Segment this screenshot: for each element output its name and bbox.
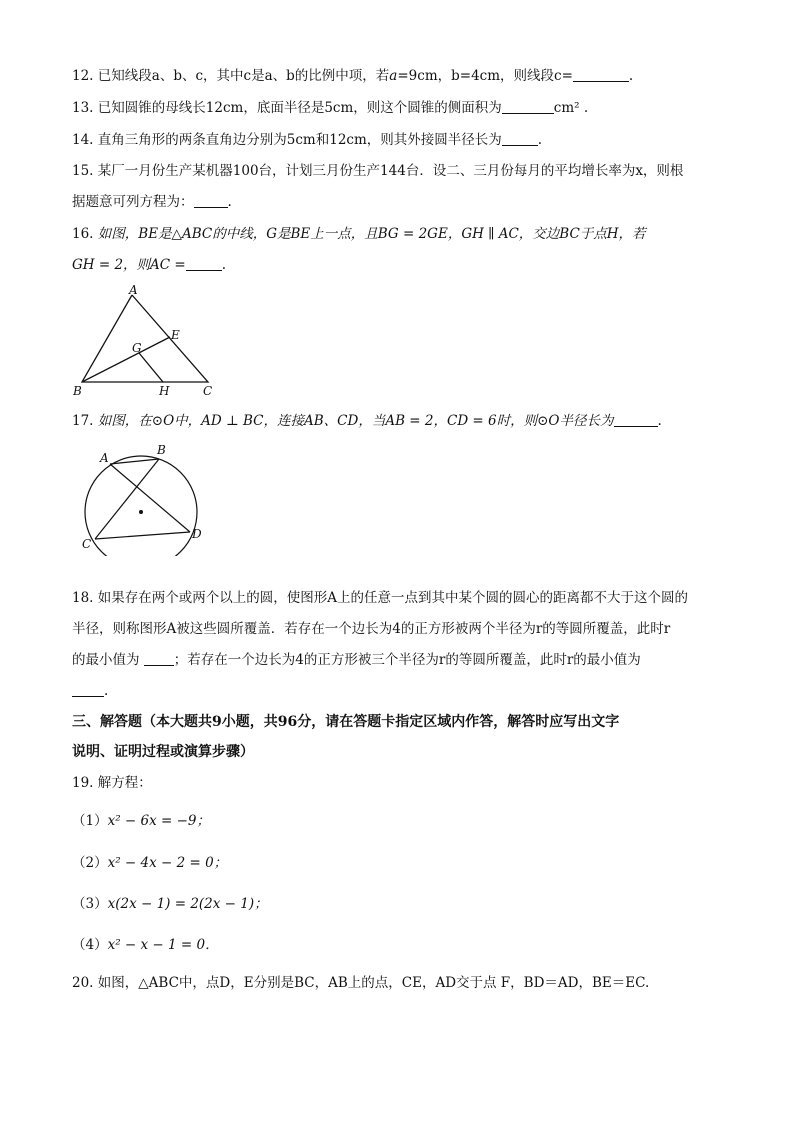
answer-blank[interactable]: [194, 193, 228, 208]
question-15-line-2: 据题意可列方程为： .: [72, 194, 232, 210]
question-18-line-2: 半径，则称图形A被这些圆所覆盖．若存在一个边长为4的正方形被两个半径为r的等圆所覆盖，此时r: [72, 621, 671, 637]
question-number: 18.: [72, 590, 94, 606]
answer-blank[interactable]: [502, 99, 554, 114]
answer-blank-1[interactable]: [144, 651, 174, 666]
question-number: 19.: [72, 775, 94, 791]
segment-bc: [95, 459, 159, 539]
question-number: 12.: [72, 68, 94, 84]
question-number: 15.: [72, 163, 94, 179]
segment-ad: [110, 464, 190, 532]
circle-figure: [78, 440, 208, 556]
question-19: 19. 解方程：: [72, 775, 152, 791]
segment-gh: [139, 353, 163, 382]
label-c: C: [82, 537, 92, 551]
label-a: A: [100, 451, 109, 465]
question-18-line-3: 的最小值为 ；若存在一个边长为4的正方形被三个半径为r的等圆所覆盖，此时r的最小值为: [72, 652, 641, 668]
label-g: G: [132, 341, 142, 355]
triangle-figure: [70, 282, 230, 402]
circle-o: [85, 456, 197, 556]
label-b: B: [73, 384, 82, 398]
center-point: [139, 510, 143, 514]
q19-item-4: （4）x² − x − 1 = 0．: [72, 937, 219, 953]
question-12: 12. 已知线段a、b、c，其中c是a、b的比例中项，若a=9cm，b=4cm，则线段c= .: [72, 68, 634, 84]
label-c: C: [203, 384, 213, 398]
answer-blank[interactable]: [502, 131, 538, 146]
question-number: 16.: [72, 226, 94, 242]
answer-blank[interactable]: [573, 67, 629, 82]
label-e: E: [171, 328, 180, 342]
answer-blank[interactable]: [186, 256, 222, 271]
section-heading-line-2: 说明、证明过程或演算步骤）: [72, 744, 254, 760]
question-15: 15. 某厂一月份生产某机器100台，计划三月份生产144台．设二、三月份每月的平均增长率为x，则根: [72, 163, 684, 179]
question-number: 13.: [72, 100, 94, 116]
question-20: 20. 如图，△ABC中，点D，E分别是BC，AB上的点，CE，AD交于点 F，BD＝AD，BE＝EC.: [72, 975, 650, 991]
segment-cd: [95, 532, 190, 539]
triangle-abc: [82, 295, 208, 382]
answer-blank-2[interactable]: [72, 682, 104, 697]
question-17: 17. 如图，在⊙O中，AD ⊥ BC，连接AB、CD，当AB = 2，CD = 6时，则⊙O半径长为 .: [72, 413, 662, 429]
question-16-line-2: GH = 2，则AC = .: [72, 257, 227, 273]
question-number: 20.: [72, 975, 94, 991]
label-d: D: [192, 527, 202, 541]
answer-blank[interactable]: [614, 412, 658, 427]
q19-item-3: （3）x(2x − 1) = 2(2x − 1)；: [72, 896, 268, 912]
section-heading: 三、解答题（本大题共9小题，共96分，请在答题卡指定区域内作答，解答时应写出文字: [72, 714, 620, 730]
question-16: 16. 如图，BE是△ABC的中线，G是BE上一点，且BG = 2GE，GH ∥ AC，交边BC于点H，若: [72, 226, 646, 242]
question-number: 14.: [72, 132, 94, 148]
question-number: 17.: [72, 413, 94, 429]
q19-item-2: （2）x² − 4x − 2 = 0；: [72, 855, 228, 871]
label-h: H: [159, 384, 170, 398]
question-14: 14. 直角三角形的两条直角边分别为5cm和12cm，则其外接圆半径长为 .: [72, 132, 543, 148]
question-13: 13. 已知圆锥的母线长12cm，底面半径是5cm，则这个圆锥的侧面积为 cm² .: [72, 100, 589, 116]
label-b: B: [157, 443, 166, 457]
question-18-line-4: .: [72, 681, 108, 701]
q19-item-1: （1）x² − 6x = −9；: [72, 813, 211, 829]
question-18: 18. 如果存在两个或两个以上的圆，使图形A上的任意一点到其中某个圆的圆心的距离都不大于这个圆的: [72, 590, 689, 606]
label-a: A: [129, 283, 138, 297]
